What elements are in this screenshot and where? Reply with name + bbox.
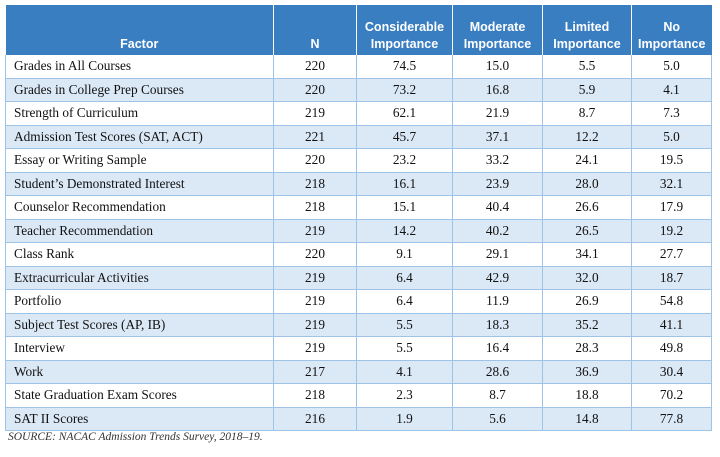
- cell-limited: 5.9: [543, 78, 632, 102]
- cell-limited: 26.5: [543, 219, 632, 243]
- cell-no: 17.9: [632, 196, 712, 220]
- cell-considerable: 5.5: [357, 337, 453, 361]
- cell-moderate: 16.4: [453, 337, 543, 361]
- header-n: N: [274, 5, 357, 55]
- cell-limited: 28.3: [543, 337, 632, 361]
- table-row: [6, 102, 712, 126]
- cell-considerable: 73.2: [357, 78, 453, 102]
- cell-moderate: 16.8: [453, 78, 543, 102]
- cell-factor: Portfolio: [6, 290, 274, 314]
- cell-n: 219: [274, 313, 357, 337]
- cell-n: 219: [274, 266, 357, 290]
- cell-moderate: 37.1: [453, 125, 543, 149]
- cell-n: 220: [274, 78, 357, 102]
- source-note: SOURCE: NACAC Admission Trends Survey, 2018–19.: [8, 431, 263, 443]
- cell-considerable: 6.4: [357, 290, 453, 314]
- factors-table: [5, 5, 712, 431]
- cell-no: 27.7: [632, 243, 712, 267]
- table-body: [6, 55, 712, 431]
- cell-n: 217: [274, 360, 357, 384]
- cell-considerable: 5.5: [357, 313, 453, 337]
- cell-n: 218: [274, 196, 357, 220]
- cell-factor: Class Rank: [6, 243, 274, 267]
- cell-no: 5.0: [632, 55, 712, 78]
- cell-considerable: 16.1: [357, 172, 453, 196]
- cell-considerable: 14.2: [357, 219, 453, 243]
- cell-moderate: 11.9: [453, 290, 543, 314]
- cell-n: 216: [274, 407, 357, 431]
- cell-factor: SAT II Scores: [6, 407, 274, 431]
- cell-limited: 18.8: [543, 384, 632, 408]
- cell-considerable: 9.1: [357, 243, 453, 267]
- cell-n: 218: [274, 384, 357, 408]
- cell-factor: State Graduation Exam Scores: [6, 384, 274, 408]
- cell-limited: 24.1: [543, 149, 632, 173]
- cell-factor: Counselor Recommendation: [6, 196, 274, 220]
- header-moderate: Moderate Importance: [453, 5, 543, 55]
- cell-no: 19.2: [632, 219, 712, 243]
- cell-factor: Grades in All Courses: [6, 55, 274, 78]
- cell-moderate: 21.9: [453, 102, 543, 126]
- cell-considerable: 1.9: [357, 407, 453, 431]
- header-row: [6, 5, 712, 55]
- cell-limited: 28.0: [543, 172, 632, 196]
- header-limited: Limited Importance: [543, 5, 632, 55]
- cell-limited: 36.9: [543, 360, 632, 384]
- cell-moderate: 29.1: [453, 243, 543, 267]
- cell-no: 32.1: [632, 172, 712, 196]
- cell-no: 54.8: [632, 290, 712, 314]
- cell-n: 221: [274, 125, 357, 149]
- cell-no: 77.8: [632, 407, 712, 431]
- cell-moderate: 40.2: [453, 219, 543, 243]
- cell-no: 19.5: [632, 149, 712, 173]
- cell-n: 218: [274, 172, 357, 196]
- cell-moderate: 23.9: [453, 172, 543, 196]
- cell-no: 7.3: [632, 102, 712, 126]
- cell-no: 18.7: [632, 266, 712, 290]
- table-row: [6, 243, 712, 267]
- cell-factor: Admission Test Scores (SAT, ACT): [6, 125, 274, 149]
- cell-considerable: 2.3: [357, 384, 453, 408]
- table-row: [6, 313, 712, 337]
- cell-limited: 12.2: [543, 125, 632, 149]
- cell-limited: 26.9: [543, 290, 632, 314]
- cell-moderate: 15.0: [453, 55, 543, 78]
- table-row: [6, 55, 712, 78]
- cell-n: 219: [274, 219, 357, 243]
- cell-considerable: 62.1: [357, 102, 453, 126]
- table-row: [6, 337, 712, 361]
- cell-no: 4.1: [632, 78, 712, 102]
- cell-considerable: 23.2: [357, 149, 453, 173]
- cell-n: 219: [274, 337, 357, 361]
- cell-limited: 8.7: [543, 102, 632, 126]
- cell-no: 49.8: [632, 337, 712, 361]
- table-row: [6, 78, 712, 102]
- cell-n: 219: [274, 102, 357, 126]
- cell-factor: Teacher Recommendation: [6, 219, 274, 243]
- header-factor: Factor: [6, 5, 274, 55]
- table-row: [6, 360, 712, 384]
- table-row: [6, 407, 712, 431]
- table-row: [6, 125, 712, 149]
- cell-considerable: 4.1: [357, 360, 453, 384]
- cell-factor: Essay or Writing Sample: [6, 149, 274, 173]
- cell-n: 220: [274, 55, 357, 78]
- cell-limited: 14.8: [543, 407, 632, 431]
- cell-considerable: 6.4: [357, 266, 453, 290]
- cell-no: 30.4: [632, 360, 712, 384]
- table-row: [6, 172, 712, 196]
- cell-factor: Interview: [6, 337, 274, 361]
- cell-no: 5.0: [632, 125, 712, 149]
- cell-no: 41.1: [632, 313, 712, 337]
- cell-n: 219: [274, 290, 357, 314]
- cell-limited: 35.2: [543, 313, 632, 337]
- cell-factor: Strength of Curriculum: [6, 102, 274, 126]
- header-no: No Importance: [632, 5, 712, 55]
- cell-considerable: 74.5: [357, 55, 453, 78]
- table-row: [6, 266, 712, 290]
- cell-limited: 5.5: [543, 55, 632, 78]
- cell-limited: 34.1: [543, 243, 632, 267]
- table-row: [6, 196, 712, 220]
- cell-factor: Grades in College Prep Courses: [6, 78, 274, 102]
- cell-moderate: 40.4: [453, 196, 543, 220]
- cell-factor: Student’s Demonstrated Interest: [6, 172, 274, 196]
- table-row: [6, 290, 712, 314]
- cell-n: 220: [274, 243, 357, 267]
- table-row: [6, 149, 712, 173]
- cell-moderate: 28.6: [453, 360, 543, 384]
- cell-moderate: 8.7: [453, 384, 543, 408]
- table-row: [6, 384, 712, 408]
- cell-limited: 32.0: [543, 266, 632, 290]
- cell-limited: 26.6: [543, 196, 632, 220]
- cell-no: 70.2: [632, 384, 712, 408]
- factors-table-container: [5, 5, 711, 431]
- cell-moderate: 5.6: [453, 407, 543, 431]
- cell-factor: Work: [6, 360, 274, 384]
- cell-factor: Extracurricular Activities: [6, 266, 274, 290]
- table-row: [6, 219, 712, 243]
- cell-considerable: 45.7: [357, 125, 453, 149]
- cell-factor: Subject Test Scores (AP, IB): [6, 313, 274, 337]
- cell-considerable: 15.1: [357, 196, 453, 220]
- cell-moderate: 42.9: [453, 266, 543, 290]
- header-considerable: Considerable Importance: [357, 5, 453, 55]
- cell-n: 220: [274, 149, 357, 173]
- cell-moderate: 33.2: [453, 149, 543, 173]
- cell-moderate: 18.3: [453, 313, 543, 337]
